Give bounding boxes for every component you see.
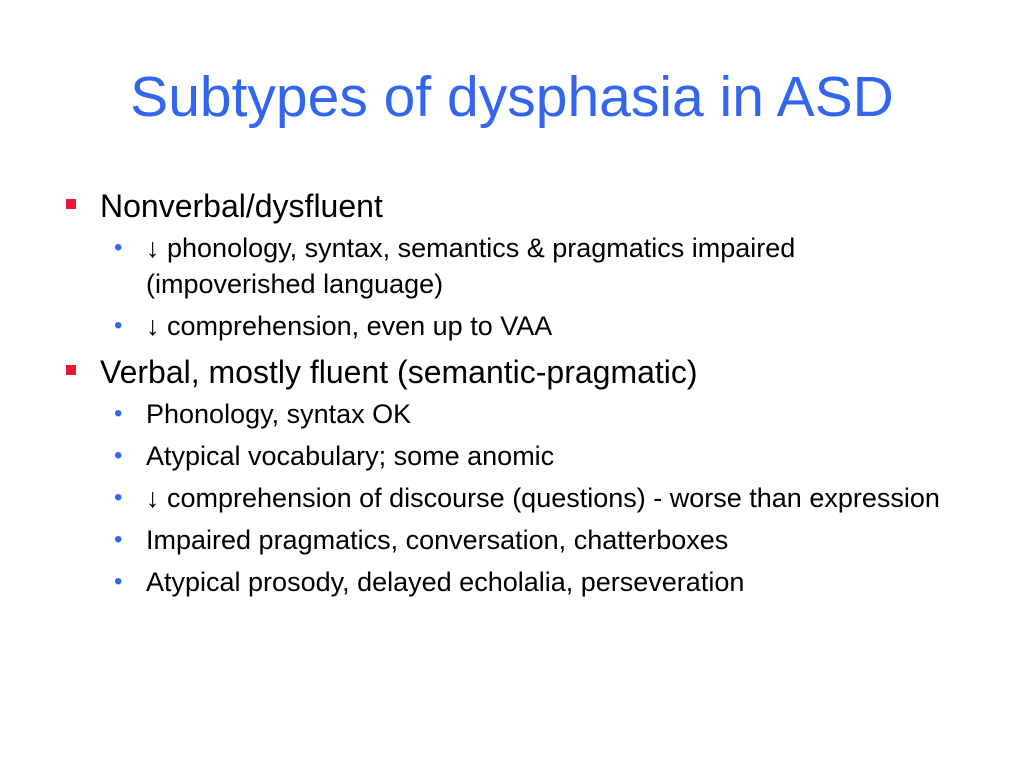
bullet-level2 [114, 230, 966, 302]
bullet-text: ↓ comprehension of discourse (questions) - worse than expression [146, 483, 940, 513]
dot-bullet-icon: • [114, 400, 123, 427]
section-heading: Nonverbal/dysfluent [100, 188, 383, 224]
bullet-level2 [114, 522, 966, 558]
bullet-level2 [114, 438, 966, 474]
slide-title: Subtypes of dysphasia in ASD [130, 65, 894, 129]
bullet-text: Phonology, syntax OK [146, 399, 412, 429]
square-bullet-icon [66, 365, 76, 375]
bullet-text: ↓ comprehension, even up to VAA [146, 311, 553, 341]
bullet-text: Atypical prosody, delayed echolalia, perseveration [146, 567, 745, 597]
bullet-text: Impaired pragmatics, conversation, chatterboxes [146, 525, 729, 555]
dot-bullet-icon: • [114, 442, 123, 469]
bullet-text: Atypical vocabulary; some anomic [146, 441, 555, 471]
bullet-level2 [114, 480, 966, 516]
bullet-level2 [114, 396, 966, 432]
bullet-text: ↓ phonology, syntax, semantics & pragmatics impaired (impoverished language) [146, 233, 796, 299]
section-heading: Verbal, mostly fluent (semantic-pragmatic) [100, 354, 698, 390]
bullet-level1-nonverbal [66, 184, 966, 228]
dot-bullet-icon: • [114, 526, 123, 553]
bullet-level2 [114, 308, 966, 344]
dot-bullet-icon: • [114, 312, 123, 339]
dot-bullet-icon: • [114, 568, 123, 595]
dot-bullet-icon: • [114, 234, 123, 261]
bullet-level1-verbal [66, 350, 966, 394]
bullet-level2 [114, 564, 966, 600]
dot-bullet-icon: • [114, 484, 123, 511]
slide-content [66, 184, 966, 606]
square-bullet-icon [66, 199, 76, 209]
